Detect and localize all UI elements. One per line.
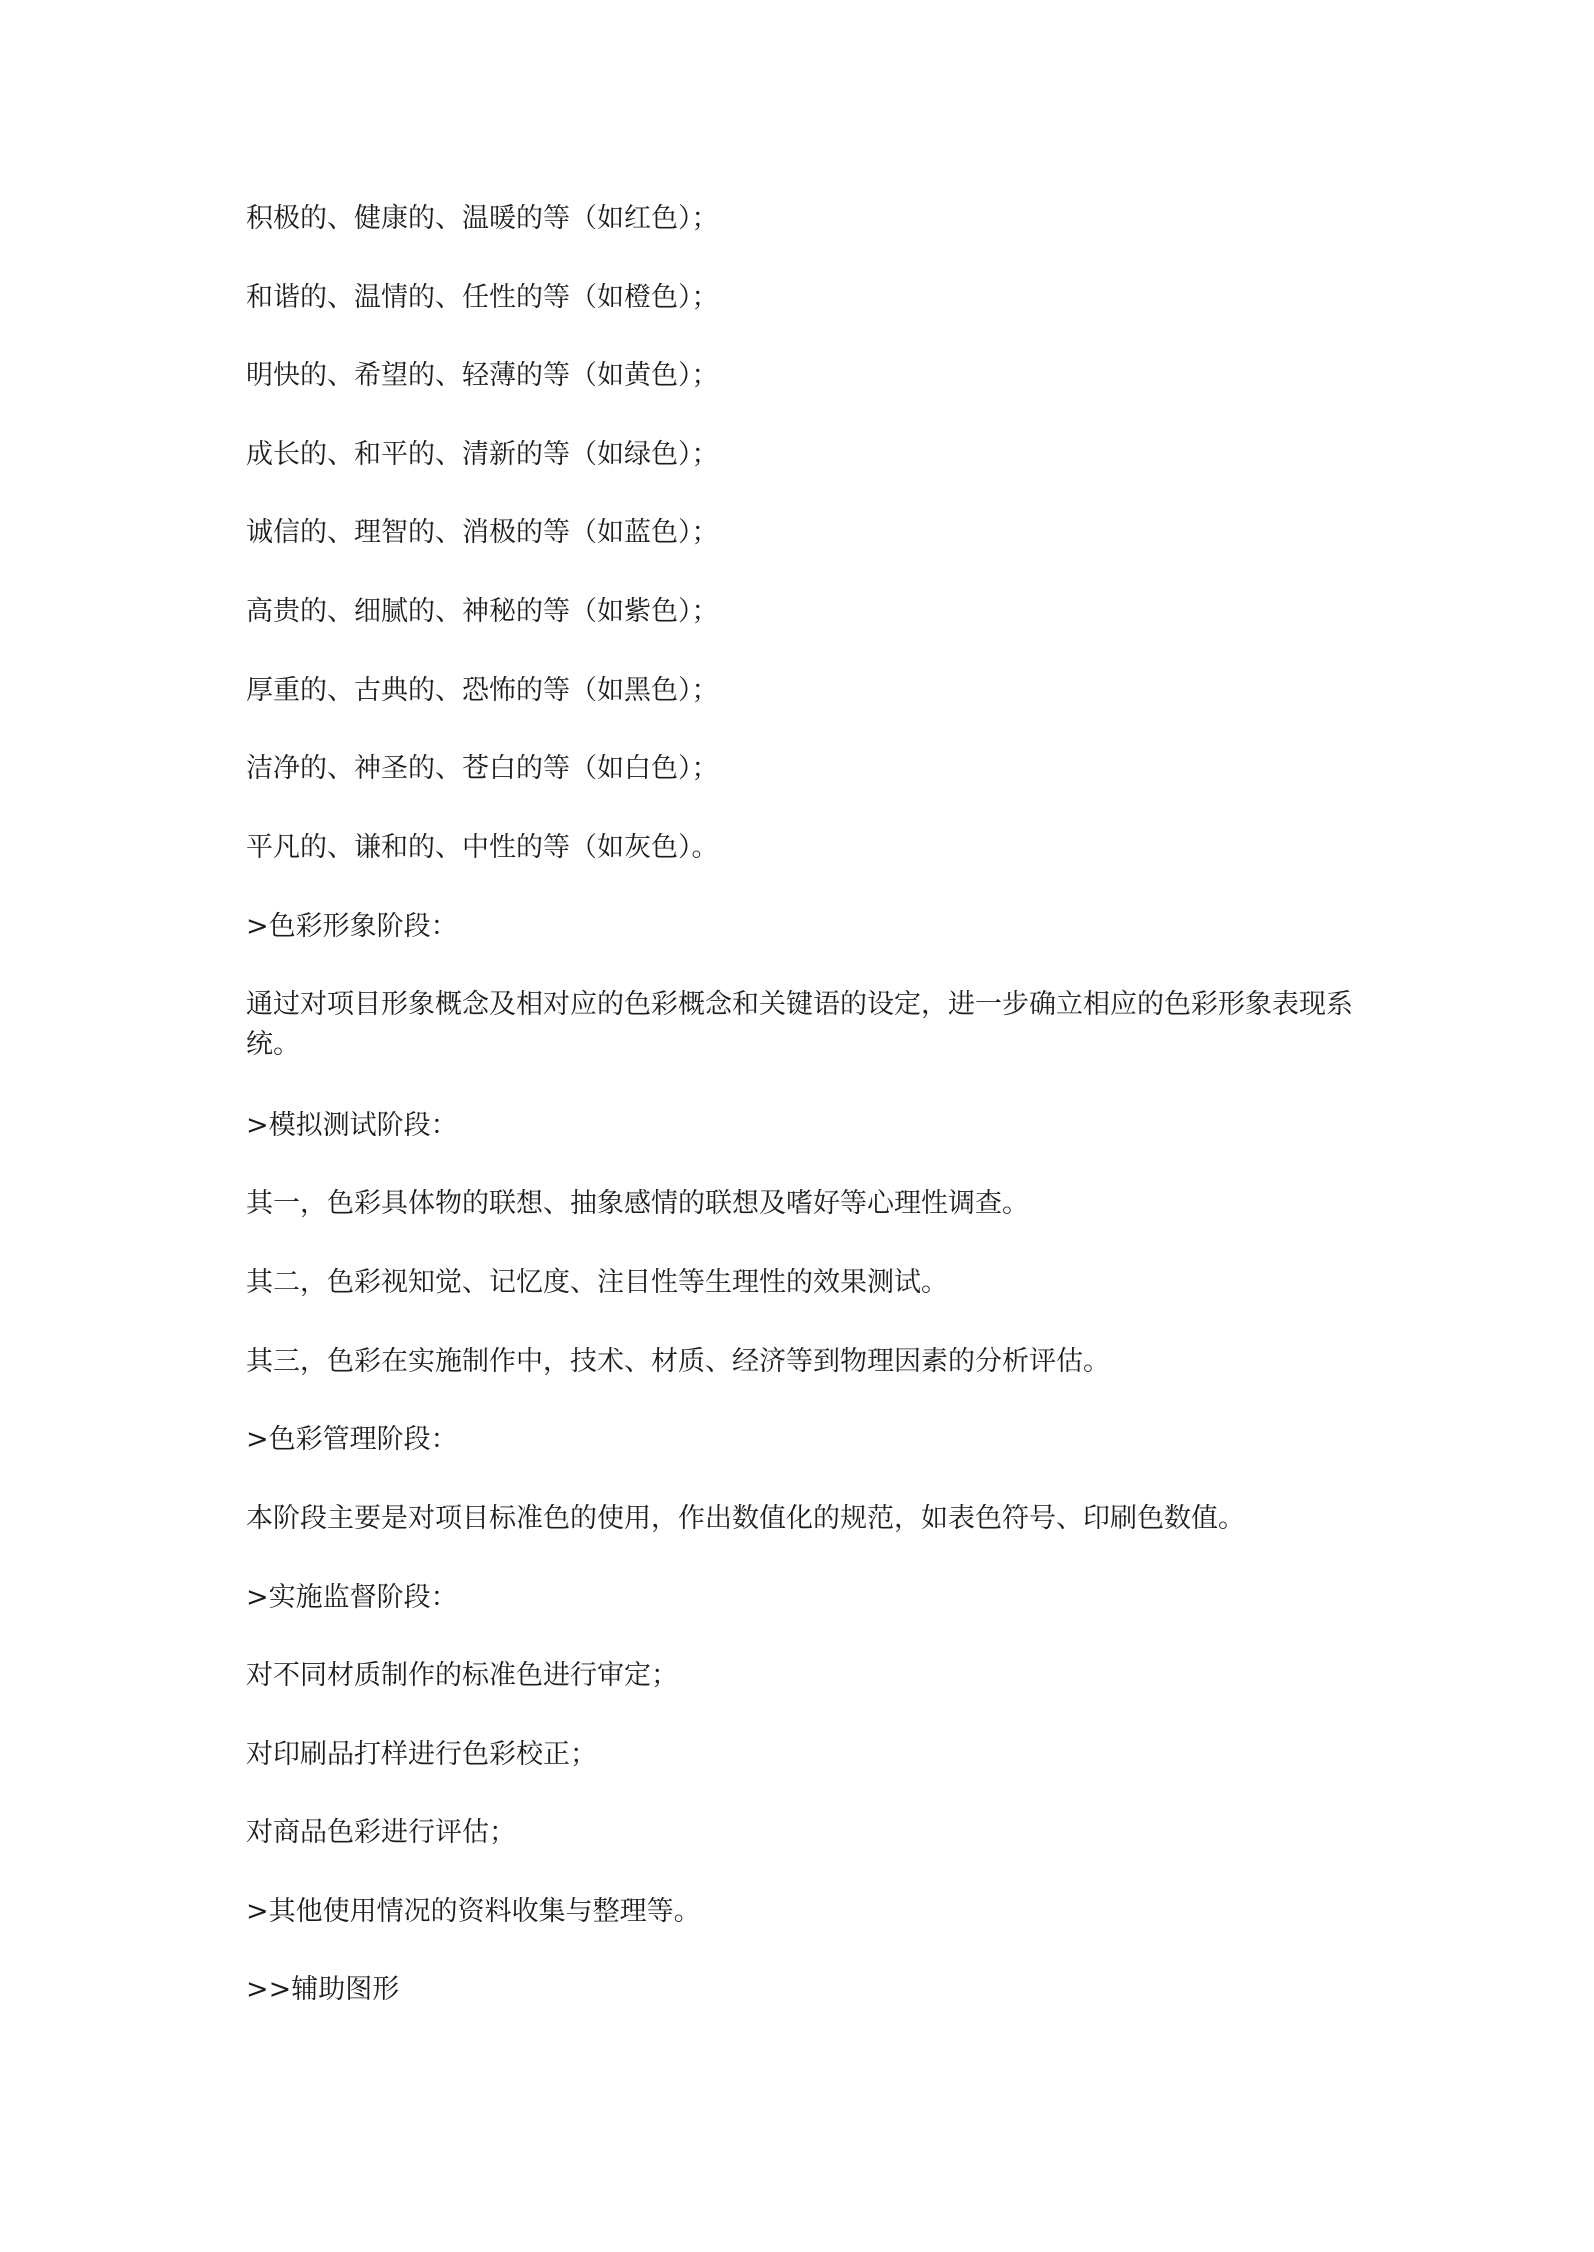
supervision-item-2: 对印刷品打样进行色彩校正； <box>246 1739 597 1770</box>
image-stage-body: 通过对项目形象概念及相对应的色彩概念和关键语的设定，进一步确立相应的色彩形象表现系统。 <box>246 989 1353 1060</box>
supervision-stage-heading: >实施监督阶段： <box>246 1582 458 1613</box>
supervision-item-3: 对商品色彩进行评估； <box>246 1817 516 1848</box>
simulation-item-3: 其三，色彩在实施制作中，技术、材质、经济等到物理因素的分析评估。 <box>246 1346 1110 1377</box>
color-meaning-purple: 高贵的、细腻的、神秘的等（如紫色）； <box>246 596 719 627</box>
color-meaning-blue: 诚信的、理智的、消极的等（如蓝色）； <box>246 517 719 548</box>
next-section-heading: >>辅助图形 <box>246 1974 400 2005</box>
color-meaning-orange: 和谐的、温情的、任性的等（如橙色）； <box>246 282 719 313</box>
simulation-item-2: 其二，色彩视知觉、记忆度、注目性等生理性的效果测试。 <box>246 1267 948 1298</box>
other-usage-line: >其他使用情况的资料收集与整理等。 <box>246 1896 701 1927</box>
color-meaning-red: 积极的、健康的、温暖的等（如红色）； <box>246 203 719 234</box>
color-meaning-yellow: 明快的、希望的、轻薄的等（如黄色）； <box>246 360 719 391</box>
simulation-stage-heading: >模拟测试阶段： <box>246 1110 458 1141</box>
management-stage-heading: >色彩管理阶段： <box>246 1424 458 1455</box>
simulation-item-1: 其一，色彩具体物的联想、抽象感情的联想及嗜好等心理性调查。 <box>246 1188 1029 1219</box>
supervision-item-1: 对不同材质制作的标准色进行审定； <box>246 1660 678 1691</box>
color-meaning-white: 洁净的、神圣的、苍白的等（如白色）； <box>246 753 719 784</box>
image-stage-heading: >色彩形象阶段： <box>246 911 458 942</box>
color-meaning-black: 厚重的、古典的、恐怖的等（如黑色）； <box>246 675 719 706</box>
color-meaning-green: 成长的、和平的、清新的等（如绿色）； <box>246 439 719 470</box>
color-meaning-gray: 平凡的、谦和的、中性的等（如灰色）。 <box>246 832 719 863</box>
management-stage-body: 本阶段主要是对项目标准色的使用，作出数值化的规范，如表色符号、印刷色数值。 <box>246 1503 1245 1534</box>
